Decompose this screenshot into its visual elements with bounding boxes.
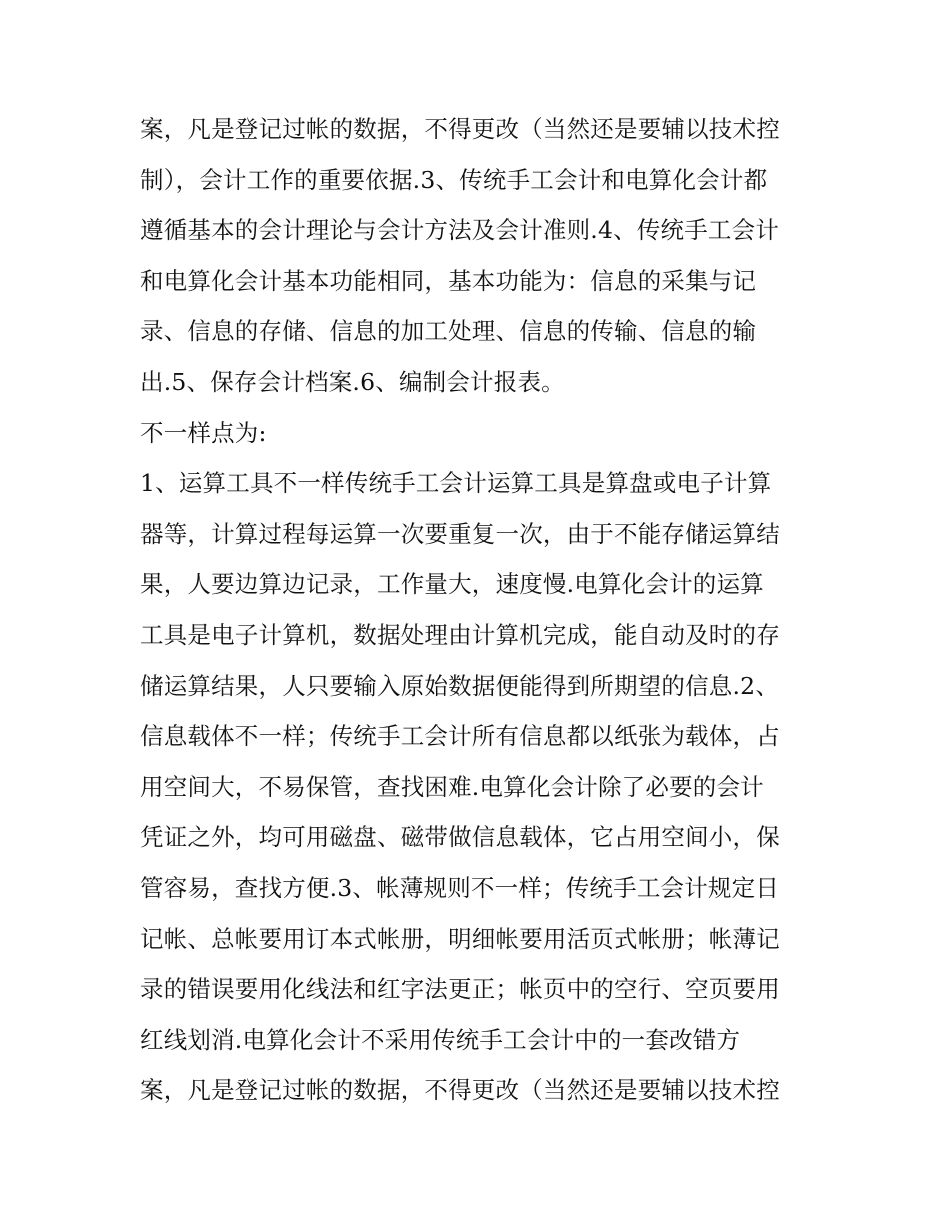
text-line: 器等，计算过程每运算一次要重复一次，由于不能存储运算结 xyxy=(140,519,780,548)
text-line: 录、信息的存储、信息的加工处理、信息的传输、信息的输 xyxy=(140,317,757,346)
body-text xyxy=(140,104,820,1116)
text-line: 制），会计工作的重要依据.3、传统手工会计和电算化会计都 xyxy=(140,165,768,194)
text-line: 信息载体不一样；传统手工会计所有信息都以纸张为载体，占 xyxy=(140,722,780,751)
text-line: 储运算结果，人只要输入原始数据便能得到所期望的信息.2、 xyxy=(140,671,780,700)
text-line: 用空间大，不易保管，查找困难.电算化会计除了必要的会计 xyxy=(140,772,764,801)
text-line: 案，凡是登记过帐的数据，不得更改（当然还是要辅以技术控 xyxy=(140,1076,780,1105)
text-line: 果，人要边算边记录，工作量大，速度慢.电算化会计的运算 xyxy=(140,570,764,599)
text-line: 1、运算工具不一样传统手工会计运算工具是算盘或电子计算 xyxy=(140,469,772,498)
text-line: 工具是电子计算机，数据处理由计算机完成，能自动及时的存 xyxy=(140,620,780,649)
text-line: 遵循基本的会计理论与会计方法及会计准则.4、传统手工会计 xyxy=(140,216,780,245)
text-line: 凭证之外，均可用磁盘、磁带做信息载体，它占用空间小，保 xyxy=(140,823,780,852)
section-heading: 不一样点为: xyxy=(140,418,267,447)
text-line: 案，凡是登记过帐的数据，不得更改（当然还是要辅以技术控 xyxy=(140,115,780,143)
text-line: 记帐、总帐要用订本式帐册，明细帐要用活页式帐册；帐薄记 xyxy=(140,924,780,953)
text-line: 和电算化会计基本功能相同，基本功能为：信息的采集与记 xyxy=(140,266,757,295)
text-line: 红线划消.电算化会计不采用传统手工会计中的一套改错方 xyxy=(140,1025,741,1054)
text-line: 录的错误要用化线法和红字法更正；帐页中的空行、空页要用 xyxy=(140,975,780,1004)
text-line: 出.5、保存会计档案.6、编制会计报表。 xyxy=(140,367,565,396)
text-line: 管容易，查找方便.3、帐薄规则不一样；传统手工会计规定日 xyxy=(140,873,780,902)
